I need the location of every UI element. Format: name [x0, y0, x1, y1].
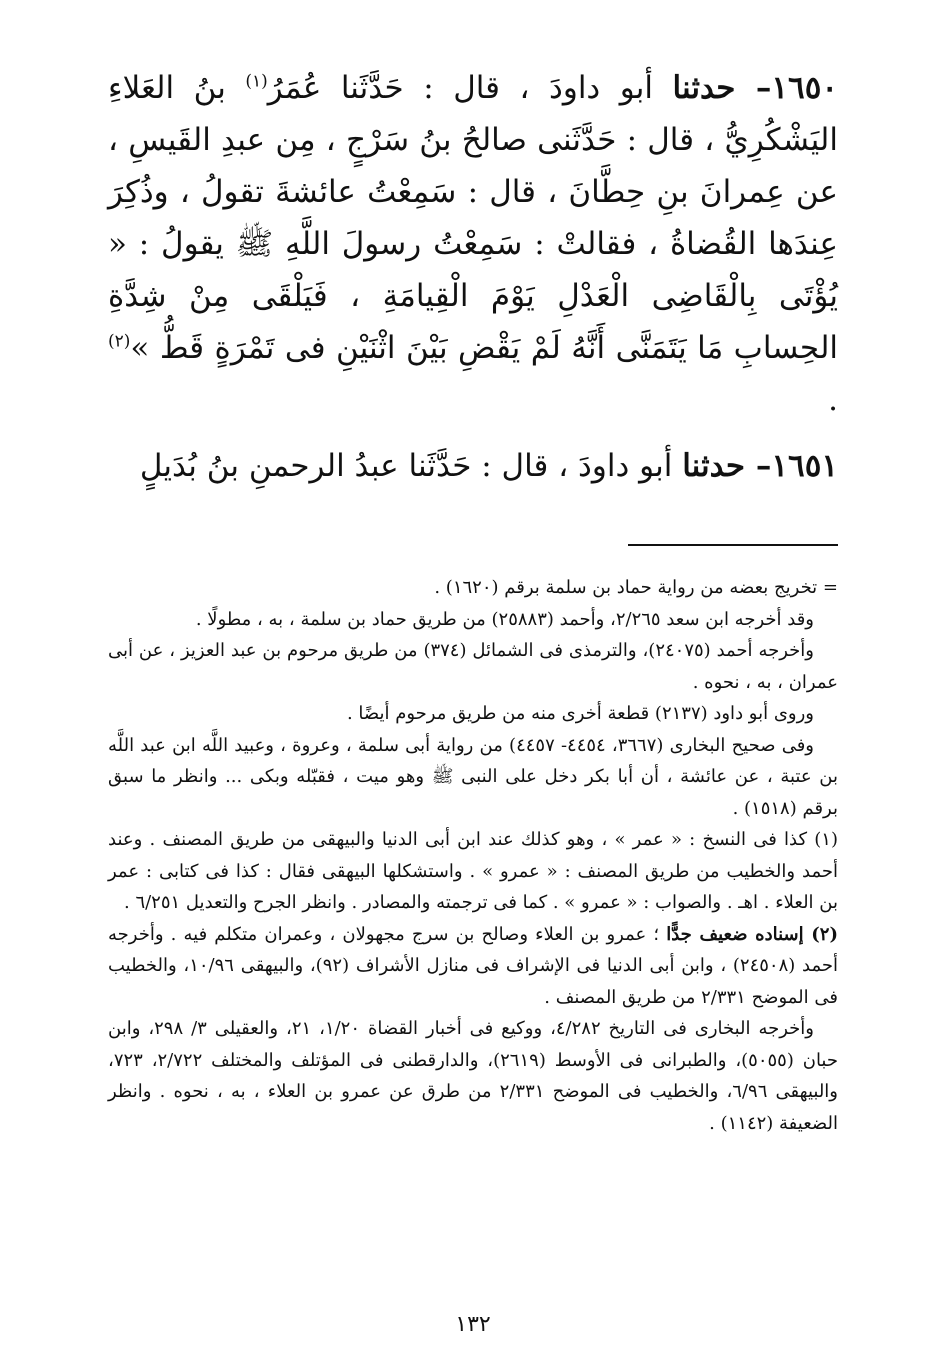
hadith-text: أبو داودَ ، قال : حَدَّثَنا عبدُ الرحمنِ بنُ بُدَيلٍ — [139, 448, 683, 484]
footnote-ref-2[interactable]: (٢) — [108, 331, 131, 352]
footnote-paragraph: وأخرجه أحمد (٢٤٠٧٥)، والترمذى فى الشمائل (٣٧٤) من طريق مرحوم بن عبد العزيز ، عن أبى عمران ، به ، نحوه . — [108, 640, 838, 693]
footnote-paragraph: وأخرجه البخارى فى التاريخ ٤/٢٨٢، ووكيع فى أخبار القضاة ١/٢٠، ٢١، والعقيلى ٣/ ٢٩٨، وابن حبان (٥٠٥٥)، والطبرانى فى الأوسط (٢٦١٩)، والدارقطنى فى المؤتلف والمختلف ٢/٧٢٢، ٧٢٣، والبيهقى ٦/٩٦، والخطيب فى الموضح ٢/٣٣١ من طرق عن عمرو بن العلاء ، به ، نحوه . وانظر الضعيفة (١١٤٢) . — [108, 1018, 838, 1134]
hadith-end: . — [828, 382, 838, 418]
footnotes — [108, 572, 838, 1139]
hadith-text: بنُ العَلاءِ اليَشْكُرِيُّ ، قال : حَدَّثَنى صالحُ بنُ سَرْجٍ ، مِن عبدِ القَيسِ ، عن عِمرانَ بنِ حِطَّانَ ، قال : سَمِعْتُ عائشةَ تقولُ ، وذُكِرَ عِندَها القُضاةُ ، فقالتْ : سَمِعْتُ رسولَ اللَّهِ ﷺ يقولُ : « يُؤْتَى بِالْقَاضِى الْعَدْلِ يَوْمَ الْقِيامَةِ ، فَيَلْقَى مِنْ شِدَّةِ الحِسابِ مَا يَتَمَنَّى أَنَّهُ لَمْ يَقْضِ بَيْنَ اثْنَيْنِ فى تَمْرَةٍ قَطُّ » — [108, 70, 838, 366]
hadith-intro: – حدثنا — [682, 448, 772, 484]
footnote-2-label: (٢) إسناده ضعيف جدًّا — [666, 923, 838, 945]
footnote-2 — [108, 919, 838, 1014]
hadith-number: ١٦٥٠ — [771, 70, 838, 106]
footnote-1: (١) كذا فى النسخ : « عمر » ، وهو كذلك عند ابن أبى الدنيا والبيهقى من طريق المصنف . وعند أحمد والخطيب من طريق المصنف : « عمرو » . واستشكلها البيهقى فقال : كذا فى كتابى : عمر بن العلاء . اهـ . والصواب : « عمرو » . كما فى ترجمته والمصادر . وانظر الجرح والتعديل ٦/٢٥١ . — [108, 829, 838, 913]
book-page — [108, 62, 838, 1337]
footnote-continuation: = تخريج بعضه من رواية حماد بن سلمة برقم (١٦٢٠) . — [434, 577, 838, 598]
footnote-separator — [628, 544, 838, 546]
hadith-text: أبو داودَ ، قال : حَدَّثَنا عُمَرُ — [267, 70, 673, 106]
footnote-2-text: ؛ عمرو بن العلاء وصالح بن سرج مجهولان ، وعمران متكلم فيه . وأخرجه أحمد (٢٤٥٠٨) ، وابن أبى الدنيا فى الإشراف فى منازل الأشراف (٩٢)، والبيهقى ١٠/٩٦، والخطيب فى الموضح ٢/٣٣١ من طريق المصنف . — [108, 923, 838, 1008]
footnote-paragraph: وفى صحيح البخارى (٣٦٦٧، ٤٤٥٤- ٤٤٥٧) من رواية أبى سلمة ، وعروة ، وعبيد اللَّه ابن عبد اللَّه بن عتبة ، عن عائشة ، أن أبا بكر دخل على النبى ﷺ وهو ميت ، فقبّله وبكى ... وانظر ما سبق برقم (١٥١٨) . — [108, 734, 838, 819]
footnote-paragraph: وروى أبو داود (٢١٣٧) قطعة أخرى منه من طريق مرحوم أيضًا . — [346, 703, 814, 724]
footnote-paragraph: وقد أخرجه ابن سعد ٢/٢٦٥، وأحمد (٢٥٨٨٣) من طريق حماد بن سلمة ، به ، مطولًا . — [195, 608, 814, 630]
page-number: ١٣٢ — [455, 1312, 491, 1337]
footnote-separator-wrap — [108, 544, 838, 546]
footnote-ref-1[interactable]: (١) — [245, 71, 268, 92]
hadith-number: ١٦٥١ — [771, 448, 838, 484]
hadith-1651 — [108, 440, 838, 492]
main-text — [108, 62, 838, 492]
hadith-1650 — [108, 62, 838, 426]
hadith-intro: – حدثنا — [672, 70, 772, 106]
